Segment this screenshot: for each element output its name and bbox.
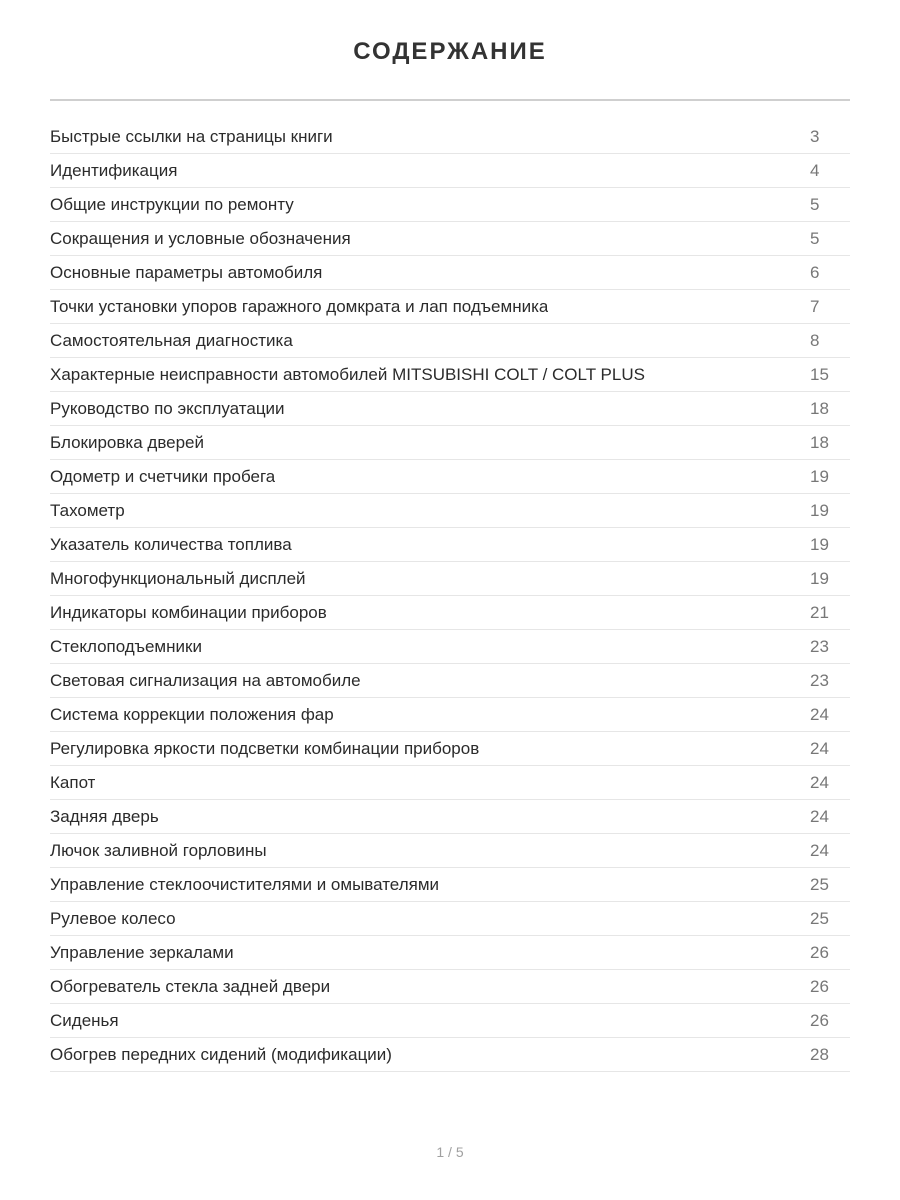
toc-entry[interactable] bbox=[50, 188, 850, 222]
toc-entry-page: 8 bbox=[810, 330, 820, 350]
toc-entry-page: 7 bbox=[810, 296, 820, 316]
toc-entry[interactable] bbox=[50, 1038, 850, 1072]
toc-entry-page: 5 bbox=[810, 228, 820, 248]
toc-entry-page: 19 bbox=[810, 500, 829, 520]
toc-entry[interactable] bbox=[50, 324, 850, 358]
toc-entry-page: 26 bbox=[810, 1010, 829, 1030]
toc-entry[interactable] bbox=[50, 290, 850, 324]
toc-entry-title: Характерные неисправности автомобилей MITSUBISHI COLT / COLT PLUS bbox=[50, 364, 645, 384]
toc-entry-page: 21 bbox=[810, 602, 829, 622]
toc-entry-page: 19 bbox=[810, 568, 829, 588]
toc-entry-page: 24 bbox=[810, 738, 829, 758]
toc-entry[interactable] bbox=[50, 494, 850, 528]
toc-entry[interactable] bbox=[50, 698, 850, 732]
toc-entry-page: 3 bbox=[810, 126, 820, 146]
toc-entry-title: Многофункциональный дисплей bbox=[50, 568, 306, 588]
toc-entry[interactable] bbox=[50, 154, 850, 188]
toc-entry-page: 15 bbox=[810, 364, 829, 384]
toc-entry[interactable] bbox=[50, 426, 850, 460]
toc-entry-page: 4 bbox=[810, 160, 820, 180]
toc-entry-page: 26 bbox=[810, 942, 829, 962]
toc-entry[interactable] bbox=[50, 222, 850, 256]
toc-entry-page: 6 bbox=[810, 262, 820, 282]
toc-entry-title: Тахометр bbox=[50, 500, 125, 520]
toc-entry-title: Индикаторы комбинации приборов bbox=[50, 602, 327, 622]
toc-entry-title: Руководство по эксплуатации bbox=[50, 398, 285, 418]
toc-entry[interactable] bbox=[50, 732, 850, 766]
toc-entry-title: Система коррекции положения фар bbox=[50, 704, 334, 724]
toc-entry-page: 23 bbox=[810, 636, 829, 656]
toc-entry[interactable] bbox=[50, 800, 850, 834]
toc-entry-title: Управление стеклоочистителями и омывателями bbox=[50, 874, 439, 894]
toc-entry-page: 5 bbox=[810, 194, 820, 214]
toc-entry-title: Общие инструкции по ремонту bbox=[50, 194, 294, 214]
toc-entry-title: Указатель количества топлива bbox=[50, 534, 292, 554]
toc-entry[interactable] bbox=[50, 596, 850, 630]
toc-entry[interactable] bbox=[50, 460, 850, 494]
toc-entry-title: Капот bbox=[50, 772, 96, 792]
toc-entry-title: Быстрые ссылки на страницы книги bbox=[50, 126, 333, 146]
toc-entry[interactable] bbox=[50, 970, 850, 1004]
toc-entry-title: Идентификация bbox=[50, 160, 178, 180]
toc-entry[interactable] bbox=[50, 358, 850, 392]
toc-entry-title: Самостоятельная диагностика bbox=[50, 330, 293, 350]
toc-entry[interactable] bbox=[50, 392, 850, 426]
toc-entry[interactable] bbox=[50, 936, 850, 970]
toc-entry-page: 24 bbox=[810, 704, 829, 724]
toc-entry-page: 18 bbox=[810, 432, 829, 452]
toc-entry-title: Одометр и счетчики пробега bbox=[50, 466, 276, 486]
toc-entry-title: Рулевое колесо bbox=[50, 908, 176, 928]
toc-entry-title: Сиденья bbox=[50, 1010, 119, 1030]
toc-entry[interactable] bbox=[50, 834, 850, 868]
title-divider bbox=[50, 99, 850, 101]
toc-entry-title: Точки установки упоров гаражного домкрата и лап подъемника bbox=[50, 296, 549, 316]
table-of-contents bbox=[50, 120, 850, 1072]
page-indicator: 1 / 5 bbox=[436, 1144, 464, 1160]
toc-entry-title: Световая сигнализация на автомобиле bbox=[50, 670, 361, 690]
toc-entry[interactable] bbox=[50, 256, 850, 290]
toc-entry-page: 24 bbox=[810, 806, 829, 826]
toc-entry[interactable] bbox=[50, 528, 850, 562]
toc-entry-page: 19 bbox=[810, 534, 829, 554]
toc-entry-page: 24 bbox=[810, 840, 829, 860]
toc-entry-title: Основные параметры автомобиля bbox=[50, 262, 323, 282]
toc-entry-page: 25 bbox=[810, 874, 829, 894]
toc-entry[interactable] bbox=[50, 868, 850, 902]
toc-entry-page: 24 bbox=[810, 772, 829, 792]
toc-entry-title: Регулировка яркости подсветки комбинации приборов bbox=[50, 738, 480, 758]
toc-entry[interactable] bbox=[50, 664, 850, 698]
toc-entry-title: Блокировка дверей bbox=[50, 432, 205, 452]
toc-entry-page: 23 bbox=[810, 670, 829, 690]
toc-entry-page: 28 bbox=[810, 1044, 829, 1064]
toc-entry[interactable] bbox=[50, 120, 850, 154]
toc-entry[interactable] bbox=[50, 766, 850, 800]
toc-entry[interactable] bbox=[50, 562, 850, 596]
toc-entry-title: Обогреватель стекла задней двери bbox=[50, 976, 331, 996]
toc-entry[interactable] bbox=[50, 1004, 850, 1038]
toc-entry-title: Стеклоподъемники bbox=[50, 636, 202, 656]
toc-entry[interactable] bbox=[50, 630, 850, 664]
toc-entry-title: Задняя дверь bbox=[50, 806, 159, 826]
toc-entry-title: Лючок заливной горловины bbox=[50, 840, 267, 860]
toc-entry-page: 25 bbox=[810, 908, 829, 928]
toc-entry-title: Сокращения и условные обозначения bbox=[50, 228, 351, 248]
toc-entry-title: Обогрев передних сидений (модификации) bbox=[50, 1044, 392, 1064]
toc-entry-title: Управление зеркалами bbox=[50, 942, 234, 962]
toc-entry-page: 19 bbox=[810, 466, 829, 486]
toc-entry[interactable] bbox=[50, 902, 850, 936]
page-title: СОДЕРЖАНИЕ bbox=[353, 38, 547, 65]
toc-entry-page: 18 bbox=[810, 398, 829, 418]
toc-entry-page: 26 bbox=[810, 976, 829, 996]
